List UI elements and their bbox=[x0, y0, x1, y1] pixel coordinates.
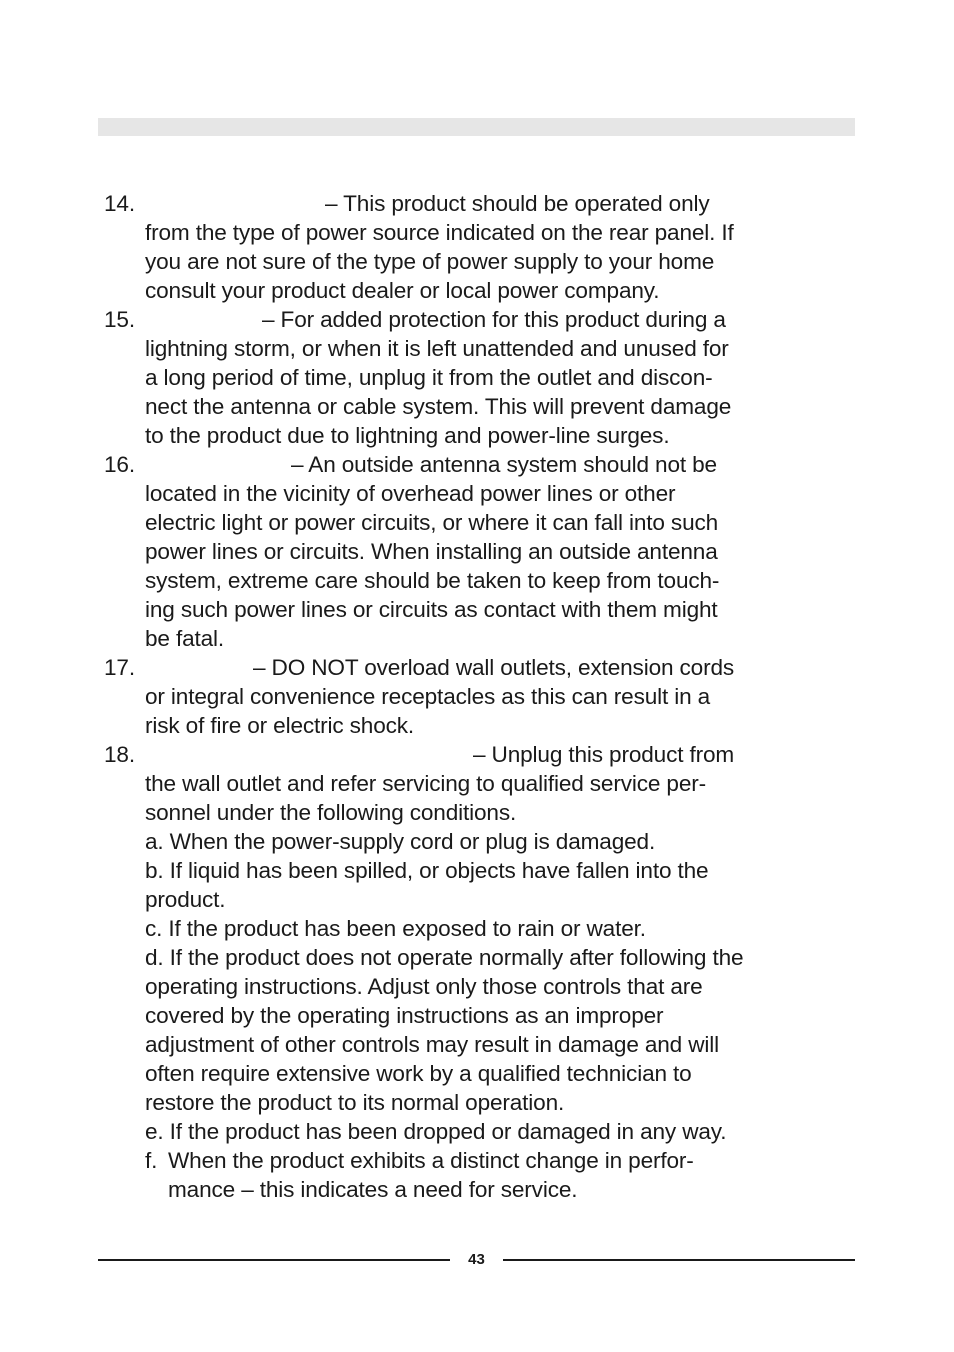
item-number: 17. bbox=[104, 655, 135, 680]
page-number: 43 bbox=[468, 1251, 485, 1268]
item-text-line: – DO NOT overload wall outlets, extension cords bbox=[253, 655, 735, 680]
item-text-line: – This product should be operated only bbox=[325, 191, 710, 216]
item-text-line: – Unplug this product from bbox=[473, 742, 735, 767]
item-text-line: electric light or power circuits, or where it can fall into such bbox=[145, 510, 719, 535]
item-text-line: located in the vicinity of overhead power lines or other bbox=[145, 481, 676, 506]
condition-text-line: mance – this indicates a need for service. bbox=[168, 1177, 578, 1202]
instruction-item-16 bbox=[104, 450, 794, 653]
item-text-line: system, extreme care should be taken to keep from touch- bbox=[145, 568, 720, 593]
item-text-line: nect the antenna or cable system. This will prevent damage bbox=[145, 394, 732, 419]
instruction-item-18 bbox=[104, 740, 794, 1204]
instruction-item-14 bbox=[104, 189, 794, 305]
item-text-line: or integral convenience receptacles as this can result in a bbox=[145, 684, 711, 709]
item-number: 18. bbox=[104, 742, 135, 767]
condition-text-line: c. If the product has been exposed to rain or water. bbox=[145, 916, 646, 941]
item-text-line: from the type of power source indicated on the rear panel. If bbox=[145, 220, 734, 245]
item-text-line: to the product due to lightning and power-line surges. bbox=[145, 423, 670, 448]
item-text-line: – An outside antenna system should not be bbox=[291, 452, 717, 477]
condition-text-line: When the product exhibits a distinct change in perfor- bbox=[168, 1148, 694, 1173]
condition-c bbox=[145, 914, 794, 943]
condition-e bbox=[145, 1117, 794, 1146]
item-number: 16. bbox=[104, 452, 135, 477]
condition-a bbox=[145, 827, 794, 856]
item-text-line: lightning storm, or when it is left unattended and unused for bbox=[145, 336, 729, 361]
condition-text-line: restore the product to its normal operation. bbox=[145, 1090, 565, 1115]
instruction-item-15 bbox=[104, 305, 794, 450]
condition-text-line: e. If the product has been dropped or damaged in any way. bbox=[145, 1119, 727, 1144]
item-text-line: the wall outlet and refer servicing to qualified service per- bbox=[145, 771, 707, 796]
item-text-line: – For added protection for this product during a bbox=[262, 307, 726, 332]
condition-text-line: a. When the power-supply cord or plug is damaged. bbox=[145, 829, 656, 854]
item-text-line: risk of fire or electric shock. bbox=[145, 713, 415, 738]
footer-rule-left bbox=[98, 1259, 450, 1261]
header-bar bbox=[98, 118, 855, 136]
item-text-line: you are not sure of the type of power supply to your home bbox=[145, 249, 715, 274]
condition-f bbox=[145, 1146, 794, 1204]
footer-rule-right bbox=[503, 1259, 855, 1261]
item-text-line: power lines or circuits. When installing an outside antenna bbox=[145, 539, 718, 564]
item-number: 14. bbox=[104, 191, 135, 216]
item-text-line: ing such power lines or circuits as contact with them might bbox=[145, 597, 718, 622]
item-text-line: consult your product dealer or local power company. bbox=[145, 278, 660, 303]
condition-text-line: covered by the operating instructions as an improper bbox=[145, 1003, 664, 1028]
item-text-line: sonnel under the following conditions. bbox=[145, 800, 517, 825]
instruction-item-17 bbox=[104, 653, 794, 740]
condition-text-line: b. If liquid has been spilled, or objects have fallen into the bbox=[145, 858, 709, 883]
condition-letter: f. bbox=[145, 1148, 158, 1173]
item-text-line: be fatal. bbox=[145, 626, 225, 651]
condition-d bbox=[145, 943, 794, 1117]
condition-text-line: product. bbox=[145, 887, 226, 912]
condition-b bbox=[145, 856, 794, 914]
condition-text-line: adjustment of other controls may result in damage and will bbox=[145, 1032, 720, 1057]
condition-text-line: d. If the product does not operate normally after following the bbox=[145, 945, 744, 970]
item-number: 15. bbox=[104, 307, 135, 332]
item-text-line: a long period of time, unplug it from the outlet and discon- bbox=[145, 365, 713, 390]
condition-text-line: often require extensive work by a qualified technician to bbox=[145, 1061, 692, 1086]
condition-text-line: operating instructions. Adjust only those controls that are bbox=[145, 974, 703, 999]
safety-instructions-list bbox=[104, 189, 794, 1204]
